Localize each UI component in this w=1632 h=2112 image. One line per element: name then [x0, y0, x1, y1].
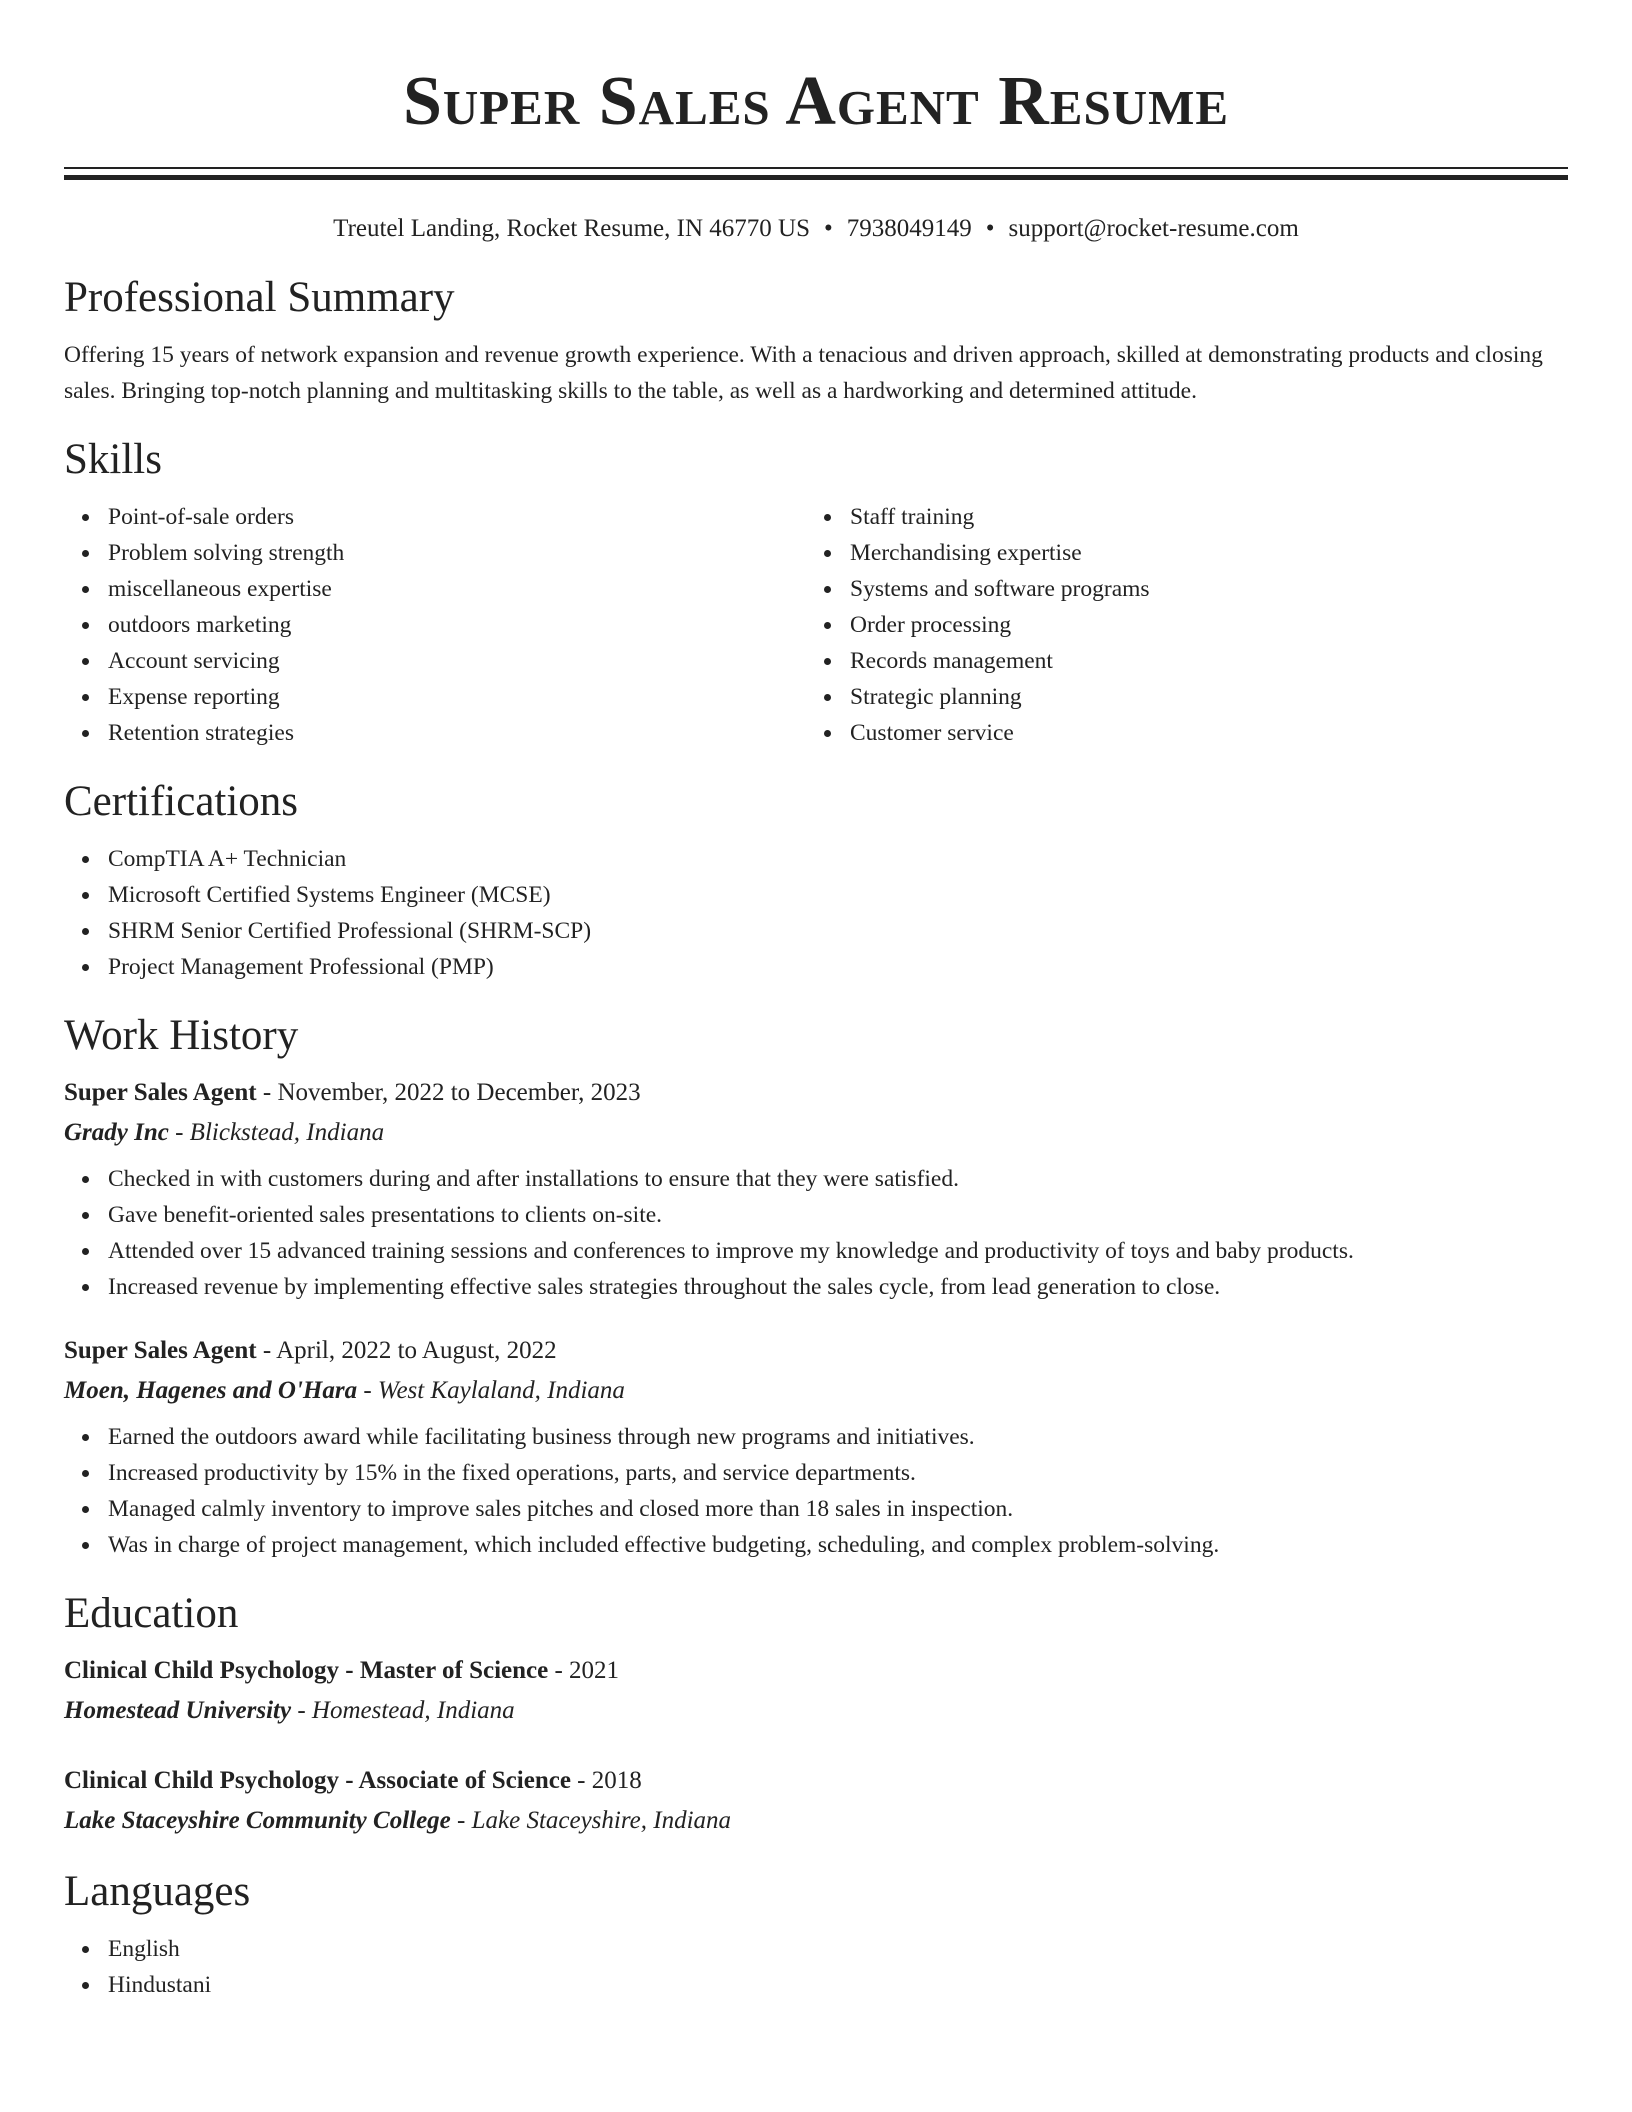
- contact-separator: •: [823, 215, 833, 242]
- skills-columns: [64, 499, 1568, 751]
- job-bullet: Earned the outdoors award while facilitating business through new programs and initiatives.: [64, 1419, 1568, 1455]
- languages-section: [64, 1865, 1568, 2003]
- section-heading-summary: Professional Summary: [64, 274, 455, 321]
- skill-item: Records management: [806, 643, 1548, 679]
- skill-item: Retention strategies: [64, 715, 806, 751]
- education-degree-line: [64, 1651, 1568, 1691]
- education-year: - 2021: [548, 1657, 620, 1684]
- section-heading-skills: Skills: [64, 436, 162, 483]
- job-bullets: [64, 1419, 1568, 1563]
- job-company-line: [64, 1113, 1568, 1153]
- job-title: Super Sales Agent: [64, 1079, 257, 1106]
- title-rule-thick: [64, 175, 1568, 180]
- job-bullet: Gave benefit-oriented sales presentations to clients on-site.: [64, 1197, 1568, 1233]
- skill-item: outdoors marketing: [64, 607, 806, 643]
- skill-item: Order processing: [806, 607, 1548, 643]
- job-bullet: Checked in with customers during and after installations to ensure that they were satisfied.: [64, 1161, 1568, 1197]
- job-bullet: Attended over 15 advanced training sessions and conferences to improve my knowledge and productivity of toys and baby products.: [64, 1233, 1568, 1269]
- contact-email: support@rocket-resume.com: [1008, 215, 1299, 242]
- education-location: - Homestead, Indiana: [291, 1697, 515, 1724]
- job-entry: [64, 1331, 1568, 1563]
- job-bullet: Was in charge of project management, which included effective budgeting, scheduling, and complex problem-solving.: [64, 1527, 1568, 1563]
- job-location: - Blickstead, Indiana: [168, 1119, 385, 1146]
- education-entry: [64, 1761, 1568, 1841]
- job-entry: [64, 1073, 1568, 1305]
- skills-list-right: [806, 499, 1548, 751]
- certifications-section: [64, 775, 1568, 985]
- job-bullet: Increased revenue by implementing effective sales strategies throughout the sales cycle, from lead generation to close.: [64, 1269, 1568, 1305]
- job-dates: - April, 2022 to August, 2022: [256, 1337, 557, 1364]
- skills-list-left: [64, 499, 806, 751]
- skill-item: Systems and software programs: [806, 571, 1548, 607]
- skill-item: Expense reporting: [64, 679, 806, 715]
- skills-section: [64, 433, 1568, 751]
- section-heading-education: Education: [64, 1590, 239, 1637]
- job-location: - West Kaylaland, Indiana: [357, 1377, 625, 1404]
- title-rule-thin: [64, 167, 1568, 169]
- skill-item: Strategic planning: [806, 679, 1548, 715]
- skill-item: miscellaneous expertise: [64, 571, 806, 607]
- job-title: Super Sales Agent: [64, 1337, 257, 1364]
- education-school: Lake Staceyshire Community College: [64, 1807, 451, 1834]
- job-company-line: [64, 1371, 1568, 1411]
- contact-address: Treutel Landing, Rocket Resume, IN 46770 US: [333, 215, 810, 242]
- job-company: Grady Inc: [64, 1119, 169, 1146]
- section-heading-languages: Languages: [64, 1868, 251, 1915]
- skill-item: Problem solving strength: [64, 535, 806, 571]
- skill-item: Customer service: [806, 715, 1548, 751]
- education-location: - Lake Staceyshire, Indiana: [450, 1807, 732, 1834]
- education-degree: Clinical Child Psychology - Associate of Science: [64, 1767, 571, 1794]
- contact-separator: •: [985, 215, 995, 242]
- certification-item: Project Management Professional (PMP): [64, 949, 1568, 985]
- job-bullet: Managed calmly inventory to improve sales pitches and closed more than 18 sales in inspection.: [64, 1491, 1568, 1527]
- skill-item: Staff training: [806, 499, 1548, 535]
- contact-phone: 7938049149: [846, 215, 972, 242]
- job-title-line: [64, 1073, 1568, 1113]
- education-school-line: [64, 1801, 1568, 1841]
- languages-list: [64, 1931, 1568, 2003]
- work-history-section: [64, 1009, 1568, 1563]
- education-school: Homestead University: [64, 1697, 292, 1724]
- section-heading-certifications: Certifications: [64, 778, 299, 825]
- job-bullet: Increased productivity by 15% in the fixed operations, parts, and service departments.: [64, 1455, 1568, 1491]
- education-degree-line: [64, 1761, 1568, 1801]
- education-section: [64, 1587, 1568, 1841]
- language-item: English: [64, 1931, 1568, 1967]
- resume-page: [64, 0, 1568, 2003]
- education-entry: [64, 1651, 1568, 1731]
- certification-item: SHRM Senior Certified Professional (SHRM-SCP): [64, 913, 1568, 949]
- summary-section: [64, 271, 1568, 409]
- education-school-line: [64, 1691, 1568, 1731]
- skill-item: Account servicing: [64, 643, 806, 679]
- job-company: Moen, Hagenes and O'Hara: [64, 1377, 358, 1404]
- section-heading-work-history: Work History: [64, 1012, 299, 1059]
- education-degree: Clinical Child Psychology - Master of Science: [64, 1657, 549, 1684]
- summary-text: Offering 15 years of network expansion and revenue growth experience. With a tenacious and driven approach, skilled at demonstrating products and closing sales. Bringing top-notch planning and multitasking skills to the table, as well as a hardworking and determined attitude.: [64, 342, 1543, 404]
- resume-title: Super Sales Agent Resume: [402, 63, 1230, 140]
- job-bullets: [64, 1161, 1568, 1305]
- job-title-line: [64, 1331, 1568, 1371]
- certification-item: Microsoft Certified Systems Engineer (MCSE): [64, 877, 1568, 913]
- language-item: Hindustani: [64, 1967, 1568, 2003]
- contact-line: [64, 213, 1568, 245]
- skill-item: Point-of-sale orders: [64, 499, 806, 535]
- job-dates: - November, 2022 to December, 2023: [256, 1079, 641, 1106]
- education-year: - 2018: [570, 1767, 642, 1794]
- certification-item: CompTIA A+ Technician: [64, 841, 1568, 877]
- skill-item: Merchandising expertise: [806, 535, 1548, 571]
- certifications-list: [64, 841, 1568, 985]
